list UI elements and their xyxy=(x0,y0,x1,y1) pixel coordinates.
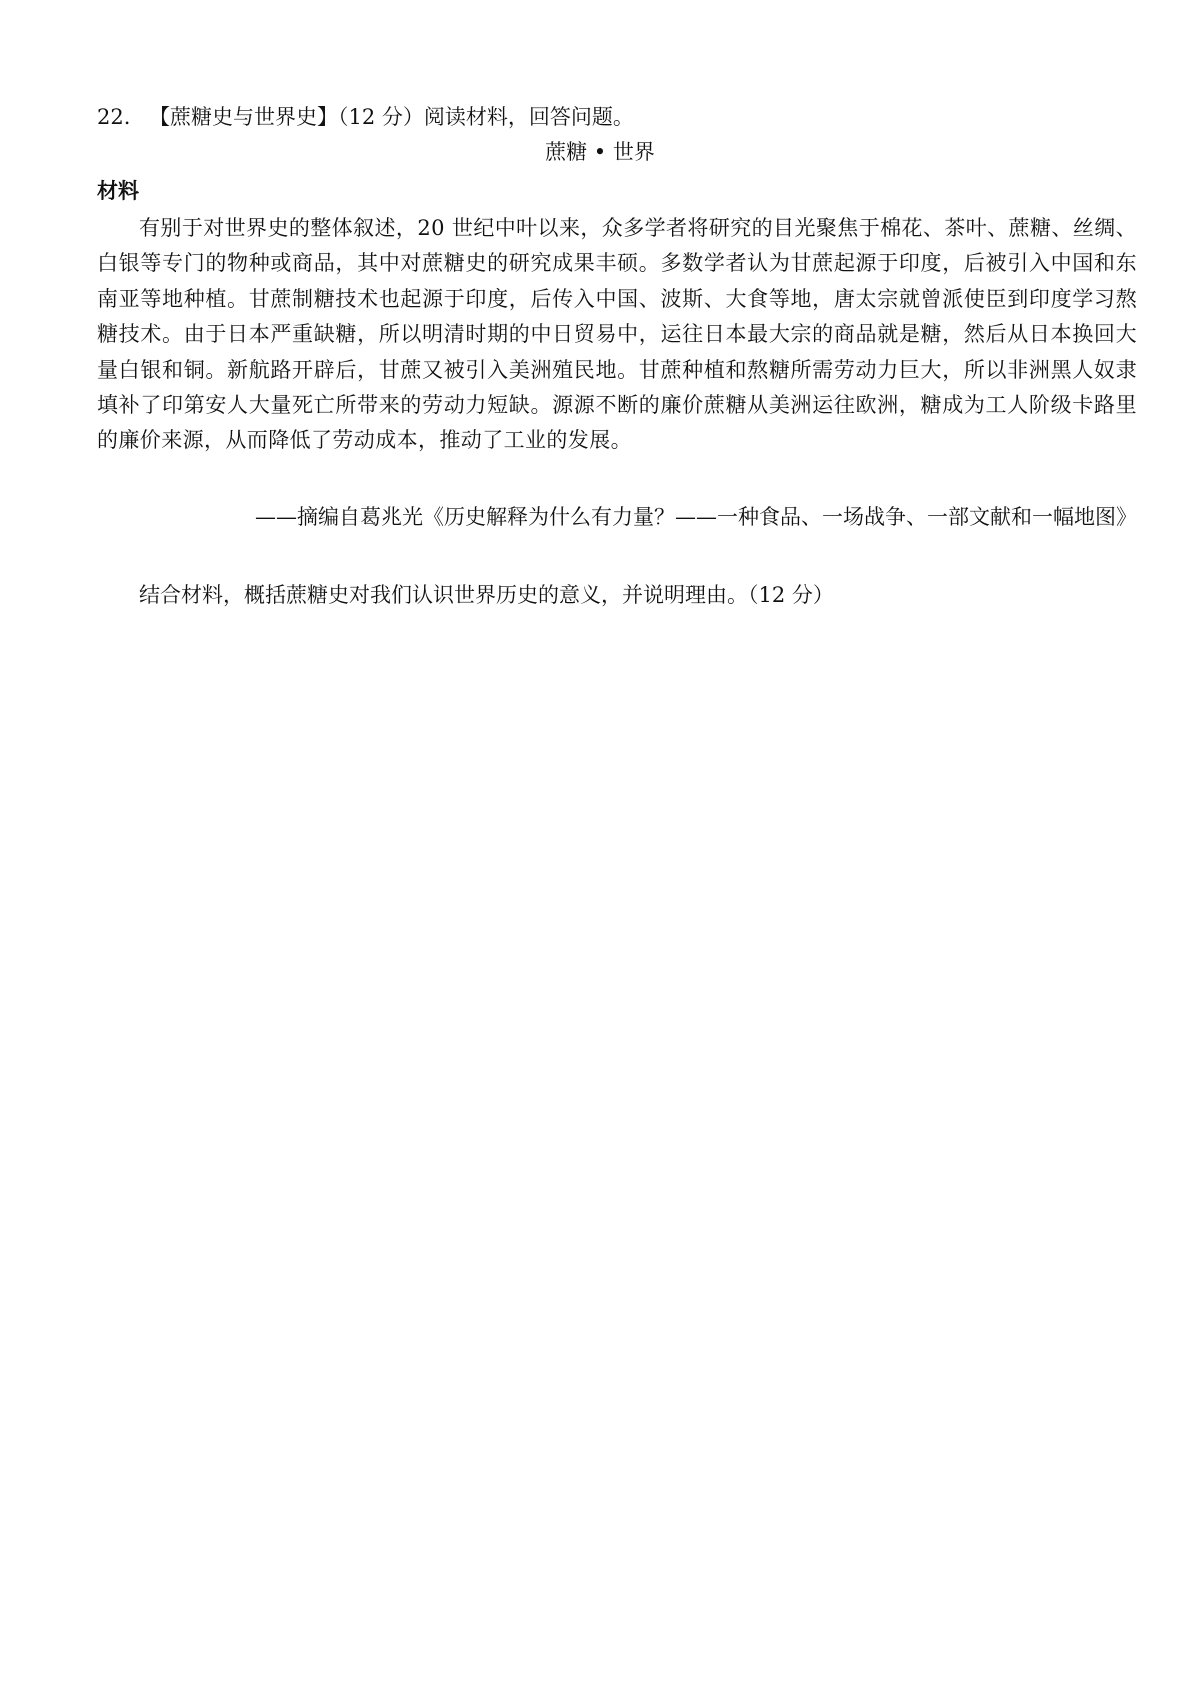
question-prompt: 结合材料，概括蔗糖史对我们认识世界历史的意义，并说明理由。（12 分） xyxy=(139,583,834,607)
question-header xyxy=(97,100,1137,135)
material-label: 材料 xyxy=(97,179,139,203)
section-subtitle: 蔗糖 • 世界 xyxy=(545,140,655,164)
material-source: ——摘编自葛兆光《历史解释为什么有力量？——一种食品、一场战争、一部文献和一幅地图》 xyxy=(255,505,1137,529)
question-title: 【蔗糖史与世界史】（12 分）阅读材料，回答问题。 xyxy=(149,105,634,129)
material-body: 有别于对世界史的整体叙述，20 世纪中叶以来，众多学者将研究的目光聚焦于棉花、茶叶、蔗糖、丝绸、白银等专门的物种或商品，其中对蔗糖史的研究成果丰硕。多数学者认为甘蔗起源于印度，后被引入中国和东南亚等地种植。甘蔗制糖技术也起源于印度，后传入中国、波斯、大食等地，唐太宗就曾派使臣到印度学习熬糖技术。由于日本严重缺糖，所以明清时期的中日贸易中，运往日本最大宗的商品就是糖，然后从日本换回大量白银和铜。新航路开辟后，甘蔗又被引入美洲殖民地。甘蔗种植和熬糖所需劳动力巨大，所以非洲黑人奴隶填补了印第安人大量死亡所带来的劳动力短缺。源源不断的廉价蔗糖从美洲运往欧洲，糖成为工人阶级卡路里的廉价来源，从而降低了劳动成本，推动了工业的发展。 xyxy=(97,216,1137,453)
question-number: 22. xyxy=(97,105,131,129)
